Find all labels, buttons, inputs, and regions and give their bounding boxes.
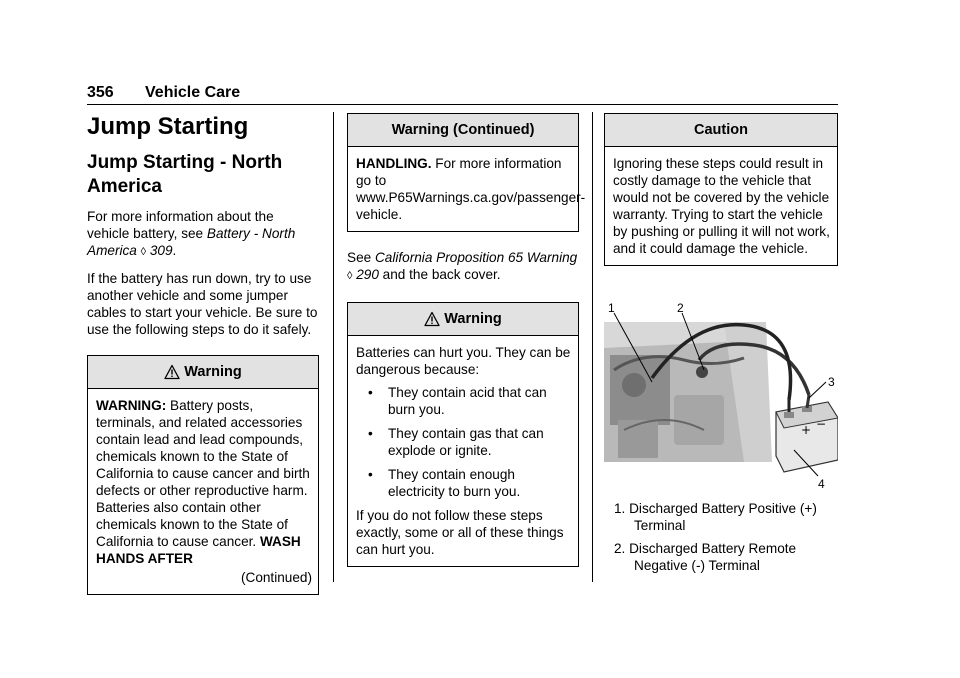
warning-body: WARNING: Battery posts, terminals, and related accessories contain lead and lead compounds, chemicals known to the State of California to cause cancer and birth defects or other reproductive harm. Batteries also contain other chemicals known to the State of California to cause cancer. WASH HANDS AFTER (Continued): [96, 398, 312, 585]
list-item: • They contain acid that can burn you.: [368, 385, 547, 417]
warning-battery-body: [348, 336, 578, 566]
warning-outro: If you do not follow these steps exactly, some or all of these things can hurt you.: [356, 508, 564, 557]
warning-continued-body: HANDLING. For more information go to www.P65Warnings.ca.gov/passenger-vehicle.: [356, 156, 586, 222]
callout-4: 4: [818, 477, 825, 490]
section-subtitle: Jump Starting - North America: [87, 152, 283, 197]
column-2: [347, 113, 586, 567]
page-number: 356: [87, 84, 114, 101]
page-title: Jump Starting: [87, 113, 249, 140]
column-3: [604, 113, 838, 266]
continued-label: (Continued): [240, 570, 312, 585]
list-item: • They contain enough electricity to burn you.: [368, 467, 521, 499]
battery-plus-symbol: +: [801, 423, 812, 437]
engine-bay-illustration: [604, 300, 838, 490]
warning-triangle-icon: [164, 364, 180, 380]
page-ref-icon: ◊: [140, 246, 147, 258]
warning-triangle-icon: [424, 311, 440, 327]
callout-1: 1: [608, 301, 615, 315]
run-down-paragraph: If the battery has run down, try to use another vehicle and some jumper cables to start your vehicle. Be sure to use the following steps to do it safely.: [87, 271, 318, 337]
see-reference-paragraph: See California Proposition 65 Warning ◊ 290 and the back cover.: [347, 250, 578, 282]
warning-continued-heading: Warning (Continued): [348, 114, 578, 147]
prop65-link[interactable]: California Proposition 65 Warning: [374, 250, 578, 265]
prop65-page-ref[interactable]: 290: [356, 267, 379, 282]
figure-captions: [604, 500, 838, 580]
header-divider: [87, 104, 838, 105]
hazard-list: [356, 384, 572, 500]
battery-page-ref[interactable]: 309: [149, 243, 173, 258]
warning-heading: Warning: [348, 303, 578, 336]
page-ref-icon: ◊: [347, 270, 353, 282]
list-item: 2. Discharged Battery Remote Negative (-) Terminal: [614, 541, 797, 573]
page-header: [87, 84, 838, 106]
warning-box-lead: [87, 355, 319, 595]
callout-line-3: [809, 382, 826, 398]
jump-start-figure: [604, 300, 838, 490]
list-item: • They contain gas that can explode or ignite.: [368, 426, 544, 458]
caution-heading: Caution: [605, 114, 837, 147]
caution-box: [604, 113, 838, 266]
battery-minus-symbol: −: [816, 417, 827, 431]
list-item: 1. Discharged Battery Positive (+) Terminal: [614, 501, 817, 533]
battery-info-paragraph: For more information about the vehicle battery, see Battery - North America ◊ 309.: [87, 209, 296, 258]
warning-box-battery: [347, 302, 579, 567]
caution-body: Ignoring these steps could result in costly damage to the vehicle that would not be covered by the vehicle warranty. Trying to start the vehicle by pushing or pulling it will not work, and it could damage the vehicle.: [613, 156, 830, 256]
warning-intro: Batteries can hurt you. They can be dangerous because:: [356, 345, 571, 377]
column-divider-2: [592, 112, 593, 582]
caption-list: [604, 500, 838, 574]
callout-3: 3: [828, 375, 835, 389]
warning-continued-box: [347, 113, 586, 232]
section-title: Vehicle Care: [145, 84, 241, 101]
callout-2: 2: [677, 301, 684, 315]
column-divider-1: [333, 112, 334, 582]
warning-heading: Warning: [88, 356, 318, 389]
battery-link[interactable]: Battery - North America: [87, 226, 296, 258]
column-1: [87, 108, 319, 595]
